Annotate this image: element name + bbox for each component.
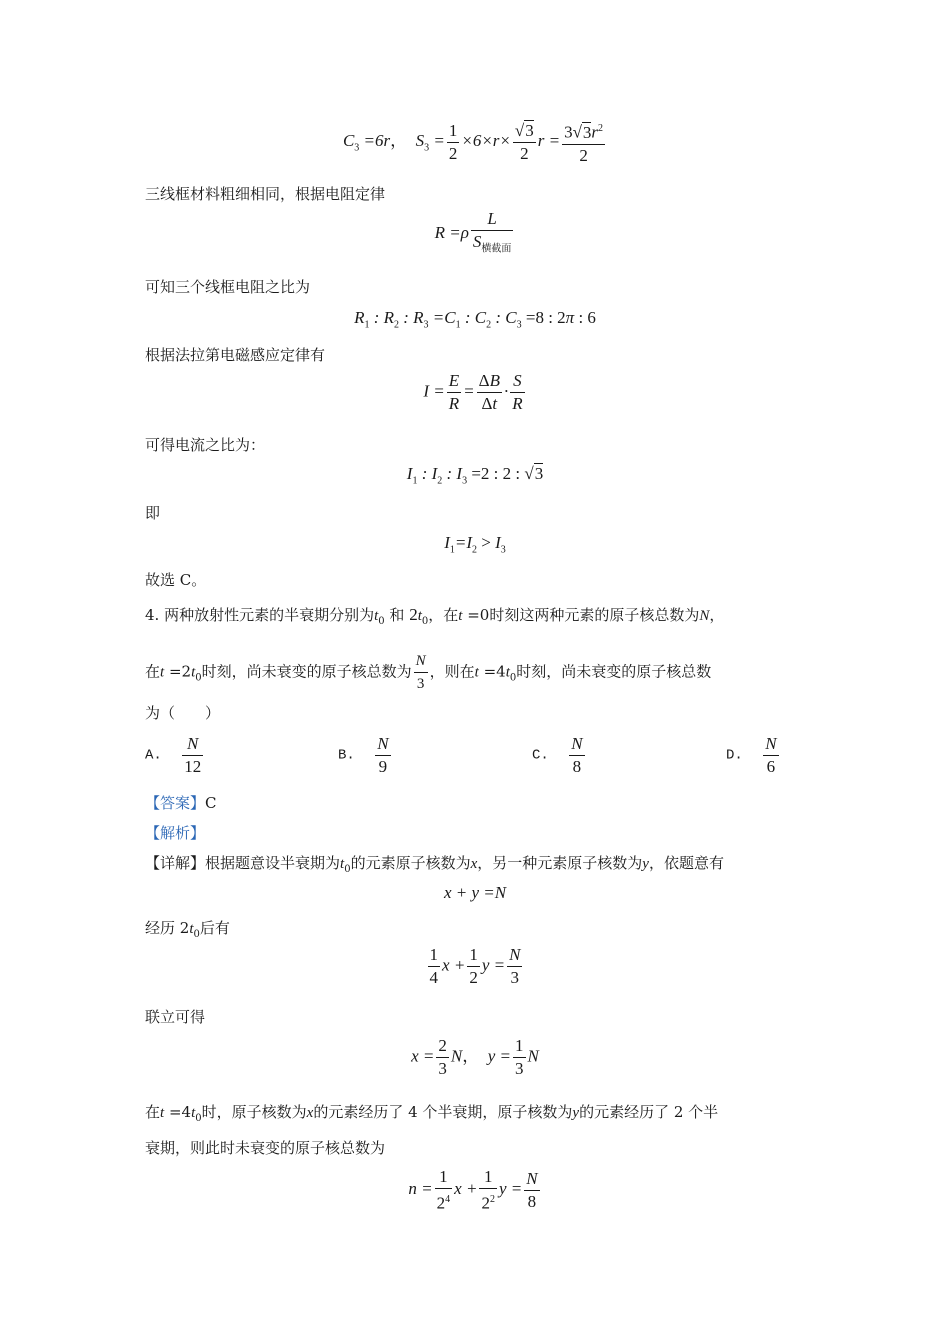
analysis-tag: 【解析】: [145, 824, 206, 842]
analysis-line: [145, 823, 205, 843]
question-4-line-2: 在$t =2t_0$时刻，尚未衰变的原子核总数为 $\frac{N}{3}$ ，则在$t =4t_0$时刻，尚未衰变的原子核总数: [145, 650, 711, 695]
text-line: 衰期，则此时未衰变的原子核总数为: [145, 1139, 386, 1157]
question-4-line-1: 4. 两种放射性元素的半衰期分别为$t_0$ 和 $2t_0$，在t =0时刻这两种元素的原子核总数为N，: [145, 605, 725, 627]
text-line: 经历 $2t_0$后有: [145, 919, 230, 940]
option-c[interactable]: C. $\frac{N}{8}$: [532, 734, 583, 776]
equation-after-2t0: $\frac{1}{4}$ x + $\frac{1}{2}$ y = $\frac{N}{3}$: [429, 945, 521, 987]
equation-solution: x = $\frac{2}{3}$ N， y = $\frac{1}{3}$ N: [411, 1036, 539, 1078]
answer-value: C: [205, 794, 217, 812]
equation-c3-s3: $C_3 =6r$， $S_3$ = $\frac{1}{2}$ ×6×r× $\frac{√3}{2}$ r = $\frac{3√3r^2}{2}$: [0, 118, 950, 167]
text-line: 可知三个线框电阻之比为: [145, 278, 311, 296]
equation-faraday: I = $\frac{E}{R}$ = $\frac{\Delta B}{\Delta t}$ · $\frac{S}{R}$: [423, 371, 523, 413]
option-b[interactable]: B. $\frac{N}{9}$: [338, 734, 389, 776]
text-line: 在$t =4t_0$时，原子核数为x的元素经历了 4 个半衰期，原子核数为y的元素经历了 2 个半: [145, 1103, 719, 1124]
text-line: 根据法拉第电磁感应定律有: [145, 346, 326, 364]
detail-line: 【详解】根据题意设半衰期为$t_0$的元素原子核数为x，另一种元素原子核数为y，依题意有: [145, 854, 724, 875]
text-line: 故选 C。: [145, 571, 207, 589]
text-line: 联立可得: [145, 1008, 206, 1026]
equation-current-ratio: $I_1$ : $I_2$ : $I_3 =2$ : 2 : √3: [406, 464, 544, 487]
equation-sum: x + y =N: [443, 883, 507, 902]
question-4-line-3: 为（ ）: [145, 704, 221, 722]
text-line: 可得电流之比为：: [145, 436, 266, 454]
option-a[interactable]: A. $\frac{N}{12}$: [145, 734, 202, 776]
equation-resistance-law: R =ρ $\frac{L}{S_{横截面}}$: [434, 209, 512, 255]
text-line: 三线框材料粗细相同，根据电阻定律: [145, 185, 386, 203]
equation-current-compare: $I_1=I_2 > I_3$: [444, 533, 506, 556]
answer-line: [145, 793, 217, 813]
equation-resistance-ratio: $R_1$ : $R_2$ : $R_3 =C_1$ : $C_2$ : $C_3 =8$ : 2π : 6: [354, 308, 596, 331]
equation-final: n = $\frac{1}{2^4}$ x + $\frac{1}{2^2}$ y = $\frac{N}{8}$: [408, 1167, 538, 1213]
text-line: 即: [145, 504, 161, 522]
answer-tag: 【答案】: [145, 794, 206, 812]
option-d[interactable]: D. $\frac{N}{6}$: [726, 734, 777, 776]
